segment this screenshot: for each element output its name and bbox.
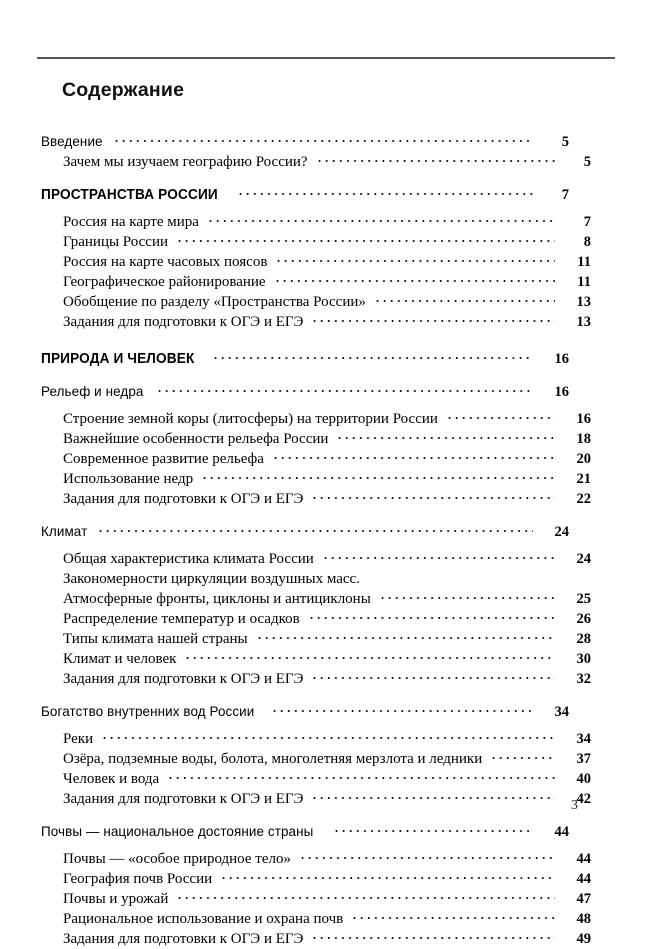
- toc-entry[interactable]: [41, 847, 591, 867]
- toc-dot-leader: [379, 587, 555, 603]
- toc-entry-page-number: 28: [576, 631, 591, 647]
- toc-dot-leader: [299, 847, 555, 863]
- toc-dot-leader: [220, 867, 555, 883]
- toc-dot-leader: [311, 667, 555, 683]
- toc-entry[interactable]: [41, 667, 591, 687]
- toc-entry-page-number: 25: [576, 591, 591, 607]
- toc-entry[interactable]: [41, 727, 591, 747]
- toc-dot-leader: [101, 727, 555, 743]
- toc-entry[interactable]: [41, 747, 591, 767]
- toc-entry-page-number: 49: [576, 931, 591, 947]
- toc-dot-leader: [201, 467, 555, 483]
- toc-entry-label: Климат: [41, 523, 88, 539]
- toc-entry-page-number: 20: [576, 451, 591, 467]
- toc-entry-label: Озёра, подземные воды, болота, многолетняя мерзлота и ледники: [63, 751, 483, 767]
- toc-dot-leader: [311, 310, 555, 326]
- toc-entry[interactable]: [41, 867, 591, 887]
- toc-entry[interactable]: [41, 627, 591, 647]
- toc-dot-leader: [167, 767, 555, 783]
- toc-entry-page-number: 40: [576, 771, 591, 787]
- toc-entry-page-number: 13: [576, 314, 591, 330]
- toc-entry[interactable]: [41, 310, 591, 330]
- toc-entry-label: Россия на карте мира: [63, 214, 199, 230]
- toc-entry[interactable]: [41, 380, 569, 400]
- toc-entry-label: ПРОСТРАНСТВА РОССИИ: [41, 187, 218, 203]
- toc-entry-page-number: 30: [576, 651, 591, 667]
- toc-entry-label: Введение: [41, 133, 103, 149]
- toc-entry-label: Богатство внутренних вод России: [41, 703, 255, 719]
- toc-entry-page-number: 47: [576, 891, 591, 907]
- toc-entry[interactable]: [41, 767, 591, 787]
- toc-dot-leader: [212, 347, 533, 363]
- toc-entry-label: Рельеф и недра: [41, 383, 144, 399]
- toc-entry-page-number: 44: [554, 824, 569, 840]
- toc-entry-label: Климат и человек: [63, 651, 177, 667]
- toc-entry-label: Важнейшие особенности рельефа России: [63, 431, 329, 447]
- toc-entry-page-number: 7: [583, 214, 591, 230]
- toc-entry[interactable]: [41, 270, 591, 290]
- toc-dot-leader: [368, 567, 555, 583]
- toc-entry[interactable]: [41, 230, 591, 250]
- toc-dot-leader: [156, 380, 533, 396]
- toc-dot-leader: [446, 407, 555, 423]
- toc-entry-page-number: 44: [576, 871, 591, 887]
- toc-entry-label: Обобщение по разделу «Пространства России»: [63, 294, 366, 310]
- toc-dot-leader: [207, 210, 555, 226]
- page-number-folio: 3: [571, 798, 578, 813]
- toc-entry[interactable]: [41, 150, 591, 170]
- toc-entry[interactable]: [41, 587, 591, 607]
- toc-entry[interactable]: [41, 130, 569, 150]
- toc-entry-page-number: 16: [554, 351, 569, 367]
- toc-dot-leader: [374, 290, 555, 306]
- toc-entry-label: Задания для подготовки к ОГЭ и ЕГЭ: [63, 491, 304, 507]
- toc-entry-page-number: 11: [577, 274, 591, 290]
- toc-entry-page-number: 44: [576, 851, 591, 867]
- toc-entry[interactable]: [41, 427, 591, 447]
- toc-entry-label: Общая характеристика климата России: [63, 551, 314, 567]
- toc-entry-label: Зачем мы изучаем географию России?: [63, 154, 308, 170]
- toc-entry-label: Задания для подготовки к ОГЭ и ЕГЭ: [63, 314, 304, 330]
- toc-dot-leader: [333, 820, 533, 836]
- toc-entry-page-number: 11: [577, 254, 591, 270]
- toc-entry-page-number: 26: [576, 611, 591, 627]
- toc-entry-label: Типы климата нашей страны: [63, 631, 248, 647]
- toc-dot-leader: [237, 183, 533, 199]
- toc-entry-page-number: 34: [554, 704, 569, 720]
- toc-entry[interactable]: [41, 210, 591, 230]
- toc-entry[interactable]: [41, 447, 591, 467]
- toc-entry-label: ПРИРОДА И ЧЕЛОВЕК: [41, 351, 195, 367]
- toc-entry-label: Распределение температур и осадков: [63, 611, 300, 627]
- toc-entry-label: Рациональное использование и охрана почв: [63, 911, 344, 927]
- toc-entry[interactable]: [41, 887, 591, 907]
- toc-entry[interactable]: [41, 250, 591, 270]
- toc-entry-page-number: 8: [583, 234, 591, 250]
- toc-dot-leader: [336, 427, 555, 443]
- toc-dot-leader: [176, 230, 555, 246]
- toc-entry-page-number: 34: [576, 731, 591, 747]
- toc-dot-leader: [275, 250, 555, 266]
- toc-entry[interactable]: [41, 347, 569, 367]
- toc-entry-label: Закономерности циркуляции воздушных масс.: [63, 571, 360, 587]
- toc-entry-page-number: 16: [576, 411, 591, 427]
- toc-entry[interactable]: [41, 820, 569, 840]
- toc-entry-page-number: 24: [554, 524, 569, 540]
- toc-dot-leader: [311, 927, 555, 943]
- toc-entry-label: Атмосферные фронты, циклоны и антициклоны: [63, 591, 371, 607]
- toc-dot-leader: [272, 447, 555, 463]
- toc-dot-leader: [274, 270, 555, 286]
- toc-entry[interactable]: [41, 647, 591, 667]
- toc-entry[interactable]: [41, 907, 591, 927]
- toc-entry-label: Задания для подготовки к ОГЭ и ЕГЭ: [63, 671, 304, 687]
- toc-entry[interactable]: [41, 607, 591, 627]
- toc-entry-page-number: 22: [576, 491, 591, 507]
- toc-entry-label: Географическое районирование: [63, 274, 266, 290]
- toc-entry-page-number: 24: [576, 551, 591, 567]
- toc-entry-label: Задания для подготовки к ОГЭ и ЕГЭ: [63, 931, 304, 947]
- toc-entry-label: Реки: [63, 731, 94, 747]
- toc-entry-label: Использование недр: [63, 471, 194, 487]
- toc-entry-label: Почвы — «особое природное тело»: [63, 851, 291, 867]
- toc-entry-page-number: 37: [576, 751, 591, 767]
- toc-entry-label: Строение земной коры (литосферы) на территории России: [63, 411, 438, 427]
- toc-entry[interactable]: [41, 487, 591, 507]
- toc-entry-page-number: 42: [576, 791, 591, 807]
- toc-entry-page-number: 18: [576, 431, 591, 447]
- toc-entry[interactable]: [41, 183, 569, 203]
- toc-dot-leader: [316, 150, 555, 166]
- toc-entry[interactable]: [41, 547, 591, 567]
- toc-dot-leader: [184, 647, 555, 663]
- toc-entry-page-number: 48: [576, 911, 591, 927]
- toc-entry-label: География почв России: [63, 871, 213, 887]
- page-title: Содержание: [62, 79, 185, 102]
- toc-dot-leader: [256, 627, 555, 643]
- toc-entry[interactable]: [41, 700, 569, 720]
- toc-dot-leader: [351, 907, 555, 923]
- toc-entry-page-number: 32: [576, 671, 591, 687]
- toc-entry-page-number: 21: [576, 471, 591, 487]
- toc-entry[interactable]: [41, 467, 591, 487]
- toc-entry[interactable]: [41, 520, 569, 540]
- toc-entry-page-number: 16: [554, 384, 569, 400]
- toc-entry-page-number: 13: [576, 294, 591, 310]
- toc-entry[interactable]: [41, 927, 591, 947]
- toc-entry-label: Границы России: [63, 234, 169, 250]
- toc-dot-leader: [490, 747, 555, 763]
- toc-dot-leader: [113, 130, 533, 146]
- toc-dot-leader: [97, 520, 533, 536]
- table-of-contents: [41, 130, 591, 947]
- toc-dot-leader: [271, 700, 533, 716]
- toc-entry-label: Задания для подготовки к ОГЭ и ЕГЭ: [63, 791, 304, 807]
- toc-entry-page-number: 5: [583, 154, 591, 170]
- toc-entry-label: Современное развитие рельефа: [63, 451, 264, 467]
- toc-entry[interactable]: [41, 567, 591, 587]
- toc-dot-leader: [311, 487, 555, 503]
- toc-dot-leader: [176, 887, 555, 903]
- toc-entry-page-number: 5: [561, 134, 569, 150]
- toc-dot-leader: [308, 607, 555, 623]
- toc-dot-leader: [322, 547, 555, 563]
- toc-entry-label: Человек и вода: [63, 771, 160, 787]
- toc-entry[interactable]: [41, 290, 591, 310]
- toc-entry-label: Почвы и урожай: [63, 891, 169, 907]
- header-rule: [37, 57, 615, 59]
- toc-entry-page-number: 7: [561, 187, 569, 203]
- toc-entry[interactable]: [41, 407, 591, 427]
- toc-entry-label: Почвы — национальное достояние страны: [41, 823, 314, 839]
- toc-entry-label: Россия на карте часовых поясов: [63, 254, 268, 270]
